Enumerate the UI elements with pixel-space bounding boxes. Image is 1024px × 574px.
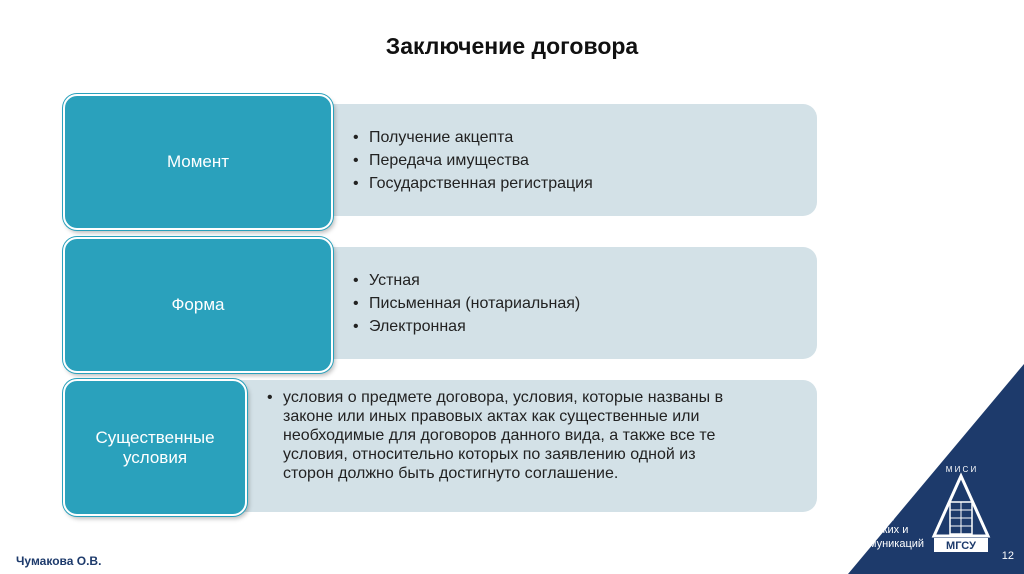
logo-top-text: М И С И xyxy=(945,465,977,474)
department-line: психологических и xyxy=(813,524,909,536)
form-list xyxy=(353,269,793,338)
logo-bottom-text: МГСУ xyxy=(946,540,976,552)
department-line: Кафедра xyxy=(837,496,885,508)
department-line: правовых коммуникаций xyxy=(797,538,925,550)
list-item: • условия о предмете договора, условия, которые названы в законе или иных правовых актах как существенные или необходимые для договоров данного вида, а также все те условия, относительно которых по заявлению одной из сторон должно быть достигнуто соглашение. xyxy=(267,388,747,483)
moment-list xyxy=(353,126,793,195)
moment-key-label: Момент xyxy=(166,152,230,171)
list-item: • Получение акцепта xyxy=(353,126,793,149)
department-line: Социальных, xyxy=(827,510,895,522)
page-number: 12 xyxy=(1001,550,1014,562)
department-label xyxy=(786,495,936,551)
slide-title: Заключение договора xyxy=(385,33,639,59)
form-key-label: Форма xyxy=(171,295,225,314)
university-logo xyxy=(930,462,992,554)
form-key-box xyxy=(63,237,333,373)
list-item: • Письменная (нотариальная) xyxy=(353,292,793,315)
essential-terms-list xyxy=(267,388,747,483)
list-item: • Государственная регистрация xyxy=(353,172,793,195)
list-item: • Электронная xyxy=(353,315,793,338)
author-name: Чумакова О.В. xyxy=(16,554,102,568)
moment-key-box xyxy=(63,94,333,230)
list-item: • Устная xyxy=(353,269,793,292)
list-item: • Передача имущества xyxy=(353,149,793,172)
essential-terms-key-box xyxy=(63,379,247,516)
essential-terms-key-label: Существенные условия xyxy=(95,427,215,467)
